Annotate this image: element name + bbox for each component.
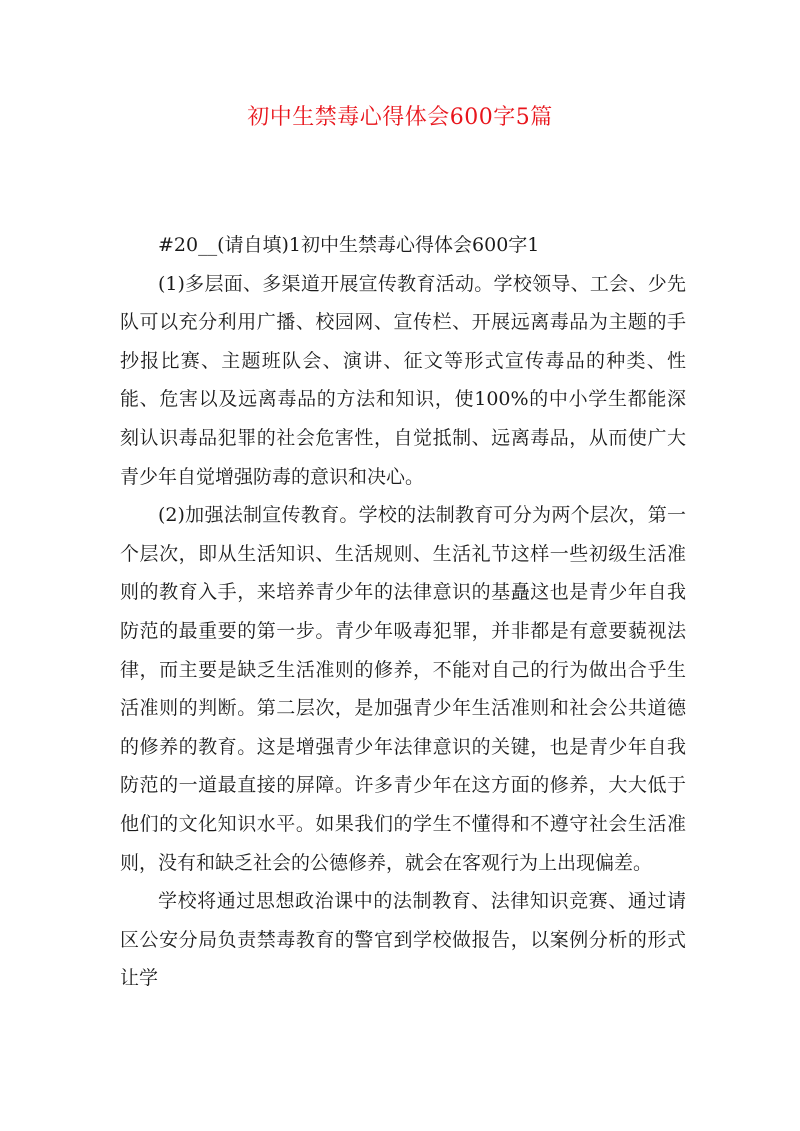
paragraph-1: (1)多层面、多渠道开展宣传教育活动。学校领导、工会、少先队可以充分利用广播、校园网、宣传栏、开展远离毒品为主题的手抄报比赛、主题班队会、演讲、征文等形式宣传毒品的种类、性能、危害以及远离毒品的方法和知识，使100%的中小学生都能深刻认识毒品犯罪的社会危害性，自觉抵制、远离毒品，从而使广大青少年自觉增强防毒的意识和决心。	[120, 272, 686, 488]
section-heading: #20__(请自填)1初中生禁毒心得体会600字1	[158, 234, 540, 256]
document-title: 初中生禁毒心得体会600字5篇	[247, 105, 553, 130]
paragraph-3: 学校将通过思想政治课中的法制教育、法律知识竞赛、通过请区公安分局负责禁毒教育的警官到学校做报告，以案例分析的形式让学	[120, 890, 686, 990]
paragraph-2: (2)加强法制宣传教育。学校的法制教育可分为两个层次，第一个层次，即从生活知识、生活规则、生活礼节这样一些初级生活准则的教育入手，来培养青少年的法律意识的基矗这也是青少年自我防范的最重要的第一步。青少年吸毒犯罪，并非都是有意要藐视法律，而主要是缺乏生活准则的修养，不能对自己的行为做出合乎生活准则的判断。第二层次，是加强青少年生活准则和社会公共道德的修养的教育。这是增强青少年法律意识的关键，也是青少年自我防范的一道最直接的屏障。许多青少年在这方面的修养，大大低于他们的文化知识水平。如果我们的学生不懂得和不遵守社会生活准则，没有和缺乏社会的公德修养，就会在客观行为上出现偏差。	[120, 504, 686, 874]
document-body	[120, 226, 686, 998]
